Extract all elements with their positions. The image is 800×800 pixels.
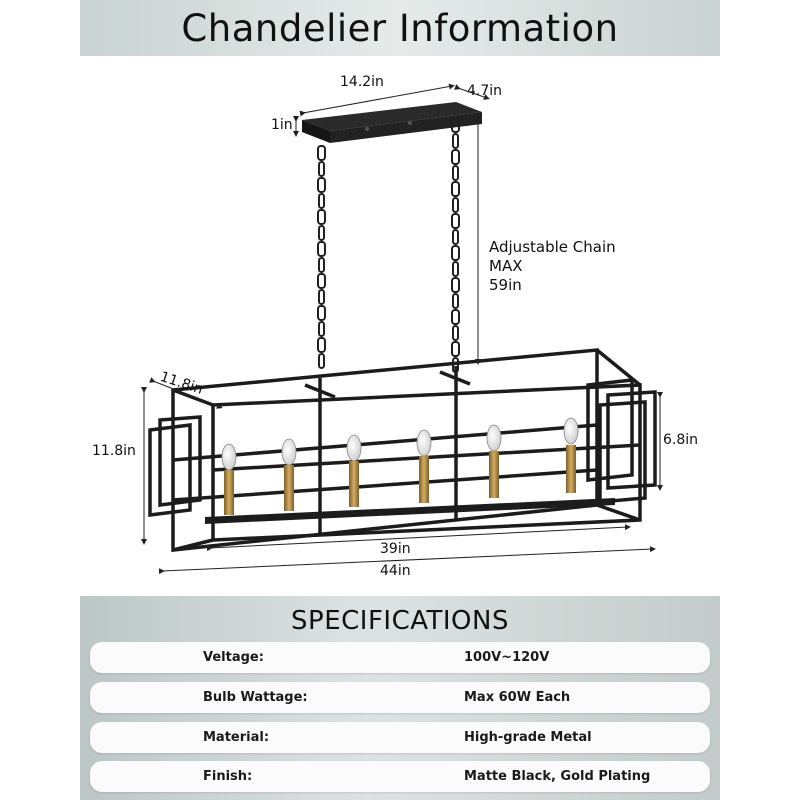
specifications-panel	[80, 596, 720, 800]
chandelier-diagram	[0, 56, 800, 596]
spec-value: High-grade Metal	[464, 730, 592, 745]
spec-label: Veltage:	[203, 650, 264, 665]
chain-left	[318, 146, 325, 368]
overall-height-label: 11.8in	[92, 443, 136, 459]
chain-note	[489, 238, 616, 295]
spec-label: Finish:	[203, 769, 253, 784]
canopy-width-label: 4.7in	[467, 83, 503, 99]
spec-label: Bulb Wattage:	[203, 690, 308, 705]
overall-length-label: 44in	[380, 563, 411, 579]
spec-label: Material:	[203, 730, 270, 745]
bulb-3	[347, 435, 361, 507]
spec-row-wattage	[90, 682, 710, 713]
canopy-height-label: 1in	[271, 117, 293, 133]
spec-value: Matte Black, Gold Plating	[464, 769, 651, 784]
canopy-length-label: 14.2in	[340, 74, 384, 90]
bulb-4	[417, 430, 431, 503]
spec-row-material	[90, 722, 710, 753]
chain-note-line3: 59in	[489, 276, 522, 294]
chain-right	[452, 118, 459, 372]
spec-row-voltage	[90, 642, 710, 673]
bulb-5	[487, 425, 501, 498]
spec-value: 100V~120V	[464, 650, 550, 665]
cage-depth-label: 11.8in	[158, 369, 205, 398]
chandelier-illustration	[0, 56, 800, 596]
inner-height-label: 6.8in	[663, 432, 699, 448]
bulb-1	[222, 444, 236, 515]
spec-value: Max 60W Each	[464, 690, 571, 705]
bulb-6	[564, 418, 578, 493]
spec-row-finish	[90, 761, 710, 792]
inner-length-label: 39in	[380, 541, 411, 557]
title-banner	[80, 0, 720, 56]
page-title: Chandelier Information	[181, 6, 619, 50]
chain-note-line1: Adjustable Chain	[489, 238, 616, 256]
chain-note-line2: MAX	[489, 257, 523, 275]
bulb-2	[282, 439, 296, 511]
specifications-heading: SPECIFICATIONS	[291, 606, 509, 636]
